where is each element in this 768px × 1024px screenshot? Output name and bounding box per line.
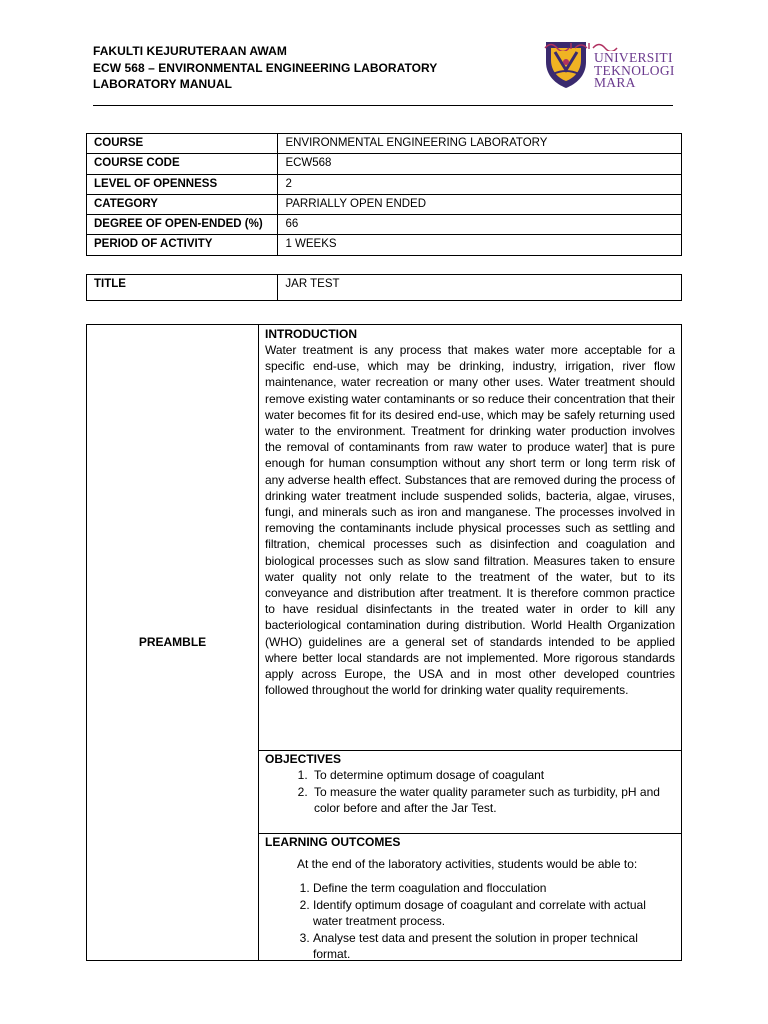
row-value: 66 [278,215,682,235]
title-label: TITLE [87,275,278,301]
row-label: LEVEL OF OPENNESS [87,174,278,194]
learning-outcomes-intro: At the end of the laboratory activities, students would be able to: [297,857,638,871]
row-label: PERIOD OF ACTIVITY [87,235,278,255]
course-info-table [86,133,682,256]
header-divider [93,105,673,106]
learning-outcomes-list [265,880,675,963]
objectives-heading: OBJECTIVES [265,752,342,766]
row-value: PARRIALLY OPEN ENDED [278,194,682,214]
learning-outcomes-heading: LEARNING OUTCOMES [265,835,401,849]
objectives-list [265,767,675,817]
table-row [87,235,682,255]
row-label: COURSE [87,134,278,154]
column-divider [258,325,259,960]
uitm-logo [543,40,673,90]
course-line: ECW 568 – ENVIRONMENTAL ENGINEERING LABORATORY [93,60,438,75]
row-label: DEGREE OF OPEN-ENDED (%) [87,215,278,235]
faculty-name: FAKULTI KEJURUTERAAN AWAM [93,44,287,58]
preamble-label: PREAMBLE [138,635,207,649]
list-item: 3. Analyse test data and present the solution in proper technical format. [313,930,675,963]
list-item: 1. Define the term coagulation and flocculation [313,880,675,897]
uitm-wordmark: UNIVERSITI TEKNOLOGI MARA [594,50,675,90]
table-row [87,215,682,235]
objectives-section [265,751,675,817]
title-value: JAR TEST [278,275,682,301]
row-label: CATEGORY [87,194,278,214]
list-item: 2. To measure the water quality parameter such as turbidity, pH and color before and after the Jar Test. [311,784,675,817]
preamble-table [86,324,682,961]
row-value: ENVIRONMENTAL ENGINEERING LABORATORY [278,134,682,154]
table-row [87,134,682,154]
table-row [87,174,682,194]
table-row [87,275,682,301]
learning-outcomes-section [265,834,675,963]
introduction-section [265,326,675,698]
row-value: 2 [278,174,682,194]
introduction-heading: INTRODUCTION [265,327,357,341]
list-item: 1. To determine optimum dosage of coagulant [311,767,675,784]
table-row [87,194,682,214]
manual-title: LABORATORY MANUAL [93,77,233,91]
introduction-text: Water treatment is any process that makes water more acceptable for a specific end-use, which may be drinking, industry, irrigation, river flow maintenance, water recreation or many other uses. Water treatment should remove existing water contaminants or so reduce their concentration that their water becomes fit for its desired end-use, which may be safely returning used water to the environment. Treatment for drinking water production involves the removal of contaminants from raw water to produce water] that is pure enough for human consumption without any short term or long term risk of any adverse health effect. Substances that are removed during the process of drinking water treatment include suspended solids, bacteria, algae, viruses, fungi, and minerals such as iron and manganese. The processes involved in removing the contaminants include physical processes such as settling and filtration, chemical processes such as disinfection and coagulation and biological processes such as slow sand filtration. Measures taken to ensure water quality not only relate to the treatment of the water, but to its conveyance and distribution after treatment. It is therefore common practice to have residual disinfectants in the treated water in order to kill any bacteriological contamination during distribution. World Health Organization (WHO) guidelines are a general set of standards intended to be applied where better local standards are not implemented. More rigorous standards apply across Europe, the USA and in most other developed countries followed throughout the world for drinking water quality requirements. [265,343,675,698]
list-item: 2. Identify optimum dosage of coagulant and correlate with actual water treatment process. [313,897,675,930]
title-table [86,274,682,301]
row-label: COURSE CODE [87,154,278,174]
row-value: 1 WEEKS [278,235,682,255]
table-row [87,154,682,174]
row-value: ECW568 [278,154,682,174]
